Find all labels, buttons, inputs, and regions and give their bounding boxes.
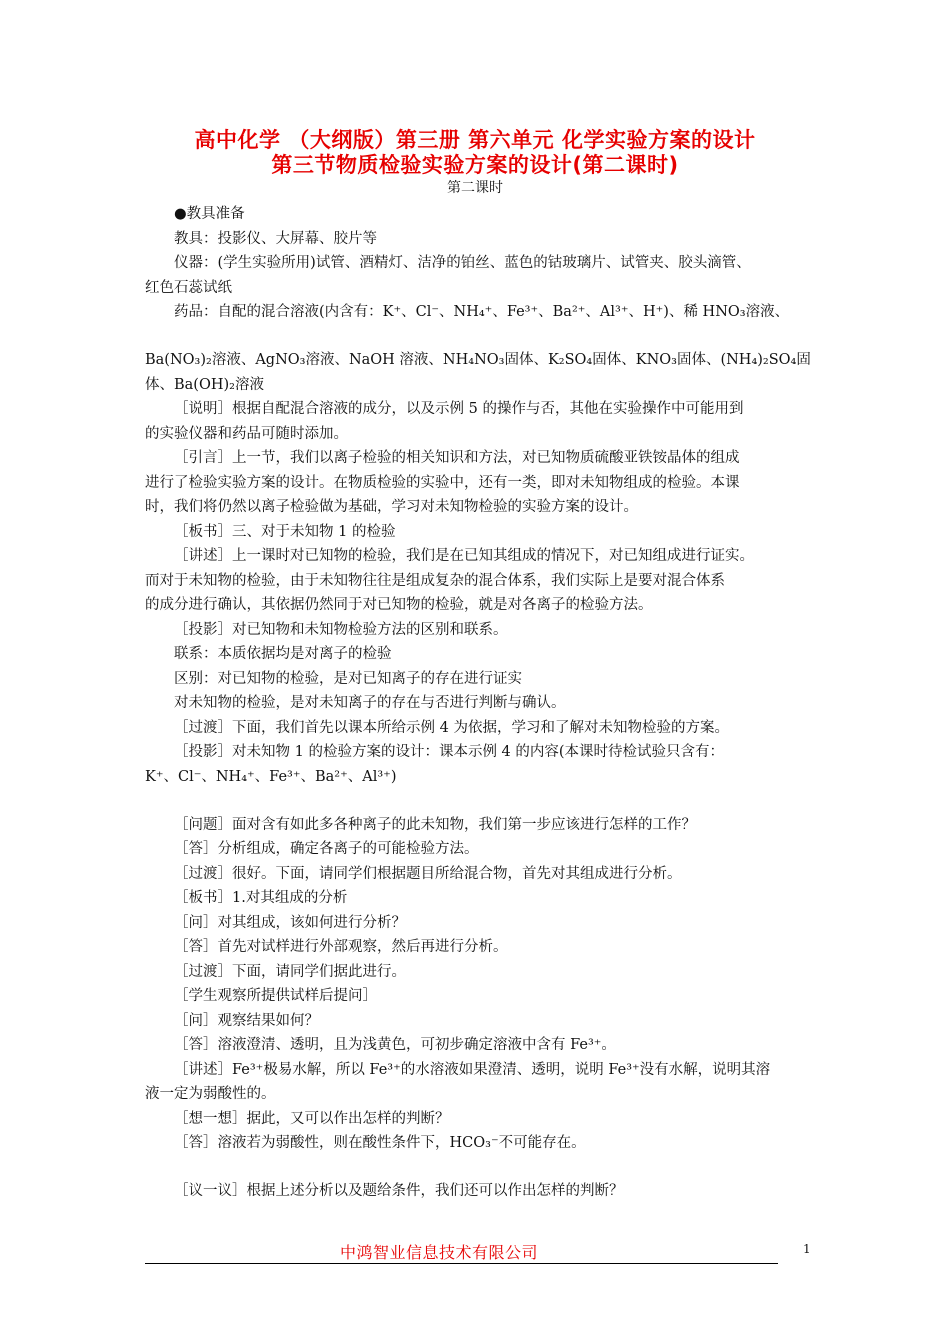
text-line: ●教具准备 xyxy=(174,206,245,222)
text-line: 教具：投影仪、大屏幕、胶片等 xyxy=(174,230,377,247)
text-line: ［答］分析组成，确定各离子的可能检验方法。 xyxy=(174,841,479,857)
text-line: ［板书］三、对于未知物 1 的检验 xyxy=(174,523,396,540)
text-line: 区别：对已知物的检验，是对已知离子的存在进行证实 xyxy=(174,670,522,687)
document-subtitle-title: 第三节物质检验实验方案的设计(第二课时) xyxy=(271,153,679,177)
text-line: Ba(NO₃)₂溶液、AgNO₃溶液、NaOH 溶液、NH₄NO₃固体、K₂SO₄固体、KNO₃固体、(NH₄)₂SO₄固 xyxy=(145,352,811,368)
footer-divider xyxy=(145,1263,778,1264)
text-line: ［学生观察所提供试样后提问］ xyxy=(174,988,377,1004)
text-line: ［答］首先对试样进行外部观察，然后再进行分析。 xyxy=(174,939,508,955)
document-body xyxy=(145,202,810,1204)
text-line: ［讲述］上一课时对已知物的检验，我们是在已知其组成的情况下，对已知组成进行证实。 xyxy=(174,548,754,564)
text-line: ［想一想］据此，又可以作出怎样的判断？ xyxy=(174,1110,450,1127)
document-title: 高中化学 （大纲版）第三册 第六单元 化学实验方案的设计 xyxy=(194,128,756,152)
text-line: 药品：自配的混合溶液(内含有：K⁺、Cl⁻、NH₄⁺、Fe³⁺、Ba²⁺、Al³⁺、H⁺)、稀 HNO₃溶液、 xyxy=(174,304,790,320)
lesson-label: 第二课时 xyxy=(447,180,503,196)
page-number: 1 xyxy=(803,1242,811,1256)
text-line: 进行了检验实验方案的设计。在物质检验的实验中，还有一类，即对未知物组成的检验。本课 xyxy=(145,474,740,491)
text-line: ［投影］对已知物和未知物检验方法的区别和联系。 xyxy=(174,621,508,638)
text-line: ［讲述］Fe³⁺极易水解，所以 Fe³⁺的水溶液如果澄清、透明，说明 Fe³⁺没有水解，说明其溶 xyxy=(174,1061,771,1078)
text-line: 液一定为弱酸性的。 xyxy=(145,1086,276,1102)
text-line: 体、Ba(OH)₂溶液 xyxy=(145,376,264,393)
text-line: K⁺、Cl⁻、NH₄⁺、Fe³⁺、Ba²⁺、Al³⁺) xyxy=(145,768,397,785)
text-line: 红色石蕊试纸 xyxy=(145,279,232,296)
text-line: 而对于未知物的检验，由于未知物往往是组成复杂的混合体系，我们实际上是要对混合体系 xyxy=(145,572,725,589)
text-line: ［引言］上一节，我们以离子检验的相关知识和方法，对已知物质硫酸亚铁铵晶体的组成 xyxy=(174,450,740,466)
text-line: 的实验仪器和药品可随时添加。 xyxy=(145,425,348,442)
text-line: ［说明］根据自配混合溶液的成分，以及示例 5 的操作与否，其他在实验操作中可能用到 xyxy=(174,401,744,417)
footer-company: 中鸿智业信息技术有限公司 xyxy=(340,1243,539,1262)
text-line: 仪器：(学生实验所用)试管、酒精灯、洁净的铂丝、蓝色的钴玻璃片、试管夹、胶头滴管、 xyxy=(174,255,751,271)
text-line: 时，我们将仍然以离子检验做为基础，学习对未知物检验的实验方案的设计。 xyxy=(145,499,638,515)
text-line: ［问］观察结果如何？ xyxy=(174,1012,319,1029)
text-line: ［过渡］下面，请同学们据此进行。 xyxy=(174,963,406,980)
text-line: ［问题］面对含有如此多各种离子的此未知物，我们第一步应该进行怎样的工作？ xyxy=(174,816,696,833)
text-line: ［议一议］根据上述分析以及题给条件，我们还可以作出怎样的判断？ xyxy=(174,1183,624,1199)
text-line: ［过渡］很好。下面，请同学们根据题目所给混合物，首先对其组成进行分析。 xyxy=(174,865,682,882)
text-line: 的成分进行确认，其依据仍然同于对已知物的检验，就是对各离子的检验方法。 xyxy=(145,597,653,613)
text-line: ［问］对其组成，该如何进行分析？ xyxy=(174,914,406,931)
text-line: ［板书］1.对其组成的分析 xyxy=(174,890,348,906)
text-line: ［答］溶液若为弱酸性，则在酸性条件下，HCO₃⁻不可能存在。 xyxy=(174,1135,586,1151)
text-line: 对未知物的检验，是对未知离子的存在与否进行判断与确认。 xyxy=(174,695,566,711)
text-line: 联系：本质依据均是对离子的检验 xyxy=(174,646,392,662)
text-line: ［过渡］下面，我们首先以课本所给示例 4 为依据，学习和了解对未知物检验的方案。 xyxy=(174,719,729,736)
text-line: ［投影］对未知物 1 的检验方案的设计：课本示例 4 的内容(本课时待检试验只含有： xyxy=(174,744,725,760)
text-line: ［答］溶液澄清、透明，且为浅黄色，可初步确定溶液中含有 Fe³⁺。 xyxy=(174,1037,616,1053)
